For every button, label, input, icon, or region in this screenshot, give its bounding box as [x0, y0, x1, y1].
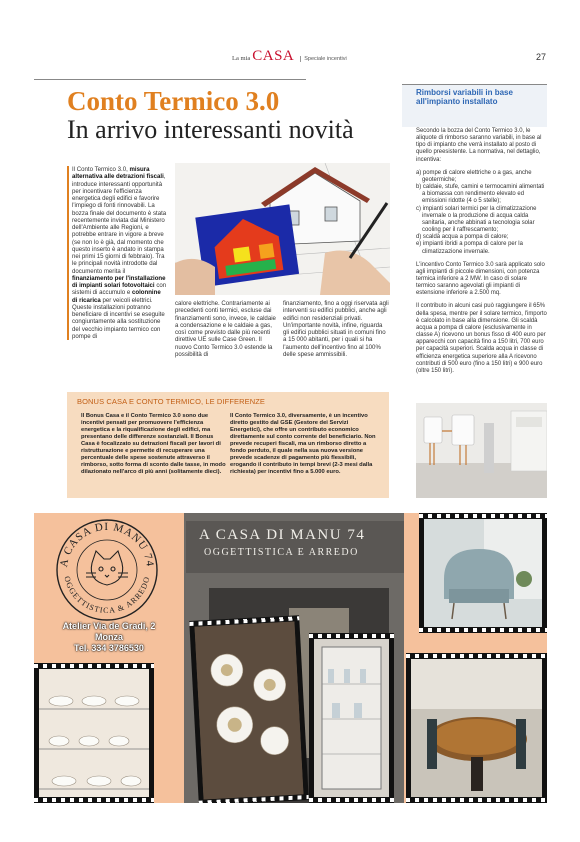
page-number: 27 — [535, 52, 546, 62]
body-column-1: Il Conto Termico 3.0, misura alternativa alle detrazioni fiscali, introduce interessanti opportunità per incentivare l'efficienza energetica degli edifici e favorire l'impiego di fonti rinnovabili. La bozza finale del documento è stata recentemente inviata dal Ministero dell'Ambiente alle Regioni, e potrebbe entrare in vigore a breve (se non lo è già, dal momento che questo inserto è andato in stampa nei primi 15 giorni di febbraio). Tra le principali novità introdotte dal documento merita il finanziamento per l'installazione di impianti solari fotovoltaici con sistemi di accumulo e colonnine di ricarica per veicoli elettrici. Queste installazioni potranno beneficiare di incentivi se eseguite congiuntamente alla sostituzione del vecchio impianto termico con pompe di — [67, 166, 167, 340]
list-item: b) caldaie, stufe, camini e termocamini alimentati a biomassa con rendimento elevato ed emissioni ridotte (4 o 5 stelle); — [416, 184, 545, 205]
hero-image-thermal-house — [175, 163, 390, 295]
ad-address: Atelier Via de Gradi, 2 — [62, 621, 156, 631]
svg-text:A CASA DI MANU 74 — [58, 521, 156, 568]
logo-ring-bottom: OGGETTISTICA & ARREDO — [62, 575, 152, 616]
article-kicker-title: Conto Termico 3.0 — [67, 86, 280, 116]
section-label: Speciale incentivi — [300, 56, 347, 62]
logo-main-text: CASA — [252, 48, 295, 64]
shop-sign-line-2: OGGETTISTICA E ARREDO — [204, 547, 359, 558]
sidebar-paragraph-2: L'incentivo Conto Termico 3.0 sarà applicato solo agli impianti di piccole dimensioni, con potenza termica inferiore a 2 MW. In caso di solare termico saranno agevolati gli impianti di estensione inferiore a 2.500 mq. — [416, 261, 545, 297]
photo-round-table — [406, 653, 547, 803]
photo-armchair — [419, 513, 547, 633]
list-item: e) impianti ibridi a pompa di calore per la climatizzazione invernale. — [416, 241, 523, 255]
body-column-2: calore elettriche. Contrariamente ai precedenti conti termici, escluse dai finanziamenti sono, invece, le caldaie a condensazione e le caldaie a gas, così come previsto dalle più recenti direttive UE sulle Case Green. Il nuovo Conto Termico 3.0 estende la possibilità di — [175, 300, 276, 358]
sidebar-text — [416, 128, 547, 381]
list-item: d) scaldà acqua a pompa di calore; — [416, 234, 509, 241]
list-item: a) pompe di calore elettriche o a gas, anche geotermiche; — [416, 169, 532, 183]
ad-contact — [44, 621, 174, 654]
box-title: BONUS CASA E CONTO TERMICO, LE DIFFERENZE — [77, 397, 266, 406]
differences-box — [67, 392, 389, 498]
logo-ring-top: A CASA DI MANU 74 — [57, 520, 156, 568]
sidebar-title: Rimborsi variabili in base all'impianto installato — [416, 88, 513, 107]
list-item: c) impianti solari termici per la climatizzazione invernale o la produzione di acqua calda sanitaria, anche abbinati a tecnologia solar cooling per il raffrescamento; — [416, 205, 537, 234]
photo-tableware-shelf — [34, 663, 154, 803]
sidebar-paragraph-1: Secondo la bozza del Conto Termico 3.0, le aliquote di rimborso saranno variabili, in base al tipo di impianto che verrà installato al posto di quello preesistente. La normativa, nel dettaglio, incentiva: — [416, 128, 542, 163]
magazine-logo — [232, 48, 347, 65]
ad-city: Monza — [95, 632, 123, 642]
article-headline: In arrivo interessanti novità — [67, 115, 354, 144]
sidebar-list — [416, 170, 547, 256]
logo-small-text: La mia — [232, 55, 251, 62]
sidebar-paragraph-3: Il contributo in alcuni casi può raggiungere il 65% della spesa, mentre per il solare termico, l'importo è calcolato in base alla dimensione. Gli scaldà acqua a pompa di calore (esclusivamente in classe A) ricevono un bonus fisso di 400 euro per apparecchi con capacità fino a 150 litri, 700 euro per capacità superiori. Scalda acqua in classe di efficienza energetica superiore alla A ricevono contributi di 500 euro (fino a 150 litri) e 900 euro (oltre 150 litri). — [416, 303, 547, 374]
body-column-3: finanziamento, fino a oggi riservata agli interventi su edifici pubblici, anche agli edifici non residenziali privati. Un'importante novità, infine, riguarda gli edifici pubblici situati in comuni fino a 15 000 abitanti, per i quali si ha l'aumento dell'incentivo fino al 100% delle spese ammissibili. — [283, 300, 389, 358]
photo-glass-cabinet — [309, 633, 394, 803]
heat-pump-room-image — [416, 403, 547, 498]
shop-cat-logo — [52, 515, 162, 625]
cat-icon — [86, 551, 128, 585]
header-rule — [34, 79, 306, 80]
ad-phone: Tel. 334 3786530 — [74, 643, 144, 653]
photo-table-setting — [189, 615, 309, 803]
box-right-text: Il Conto Termico 3.0, diversamente, è un incentivo diretto gestito dal GSE (Gestore dei Servizi Energetici), che offre un contributo economico direttamente sul conto corrente del beneficiario. Non prevede recuperi fiscali, ma un rimborso diretto a fondo perduto, il quale nella sua nuova versione prevede scadenze di pagamento più flessibili, erogando il contributo in tempi brevi (2-3 mesi dalla richiesta) per incentivi fino a 5.000 euro. — [230, 413, 376, 475]
shop-sign-line-1: A CASA DI MANU 74 — [199, 527, 366, 543]
advertisement-a-casa-di-manu — [34, 513, 547, 803]
box-left-text: Il Bonus Casa e il Conto Termico 3.0 sono due incentivi pensati per promuovere l'efficienza energetica e la riqualificazione degli edifici, ma presentano delle differenze sostanziali. Il Bonus Casa è focalizzato su detrazioni fiscali per lavori di ristrutturazione e permette di recuperare una percentuale delle spese sostenute attraverso il rimborso, sotto forma di sconto dalle tasse, in modo dilazionato nell'arco di più anni (solitamente dieci). — [81, 413, 226, 475]
